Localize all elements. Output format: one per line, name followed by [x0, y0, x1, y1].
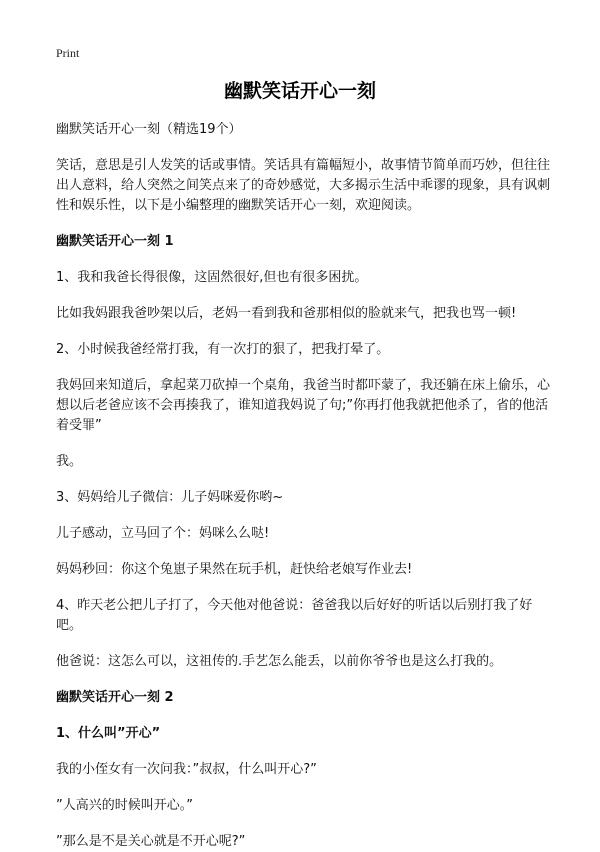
- page-title: 幽默笑话开心一刻: [223, 80, 376, 102]
- paragraph: ”人高兴的时候叫开心。”: [56, 798, 193, 813]
- article-body: [56, 120, 550, 852]
- intro-paragraph: 笑话，意思是引人发笑的话或事情。笑话具有篇幅短小，故事情节简单而巧妙，但往往出人意料，给人突然之间笑点来了的奇妙感觉，大多揭示生活中乖谬的现象，具有讽刺性和娱乐性，以下是小编整理的幽默笑话开心一刻，欢迎阅读。: [56, 158, 551, 213]
- paragraph: 儿子感动，立马回了个：妈咪么么哒!: [56, 526, 270, 541]
- section-heading-2: 幽默笑话开心一刻 2: [56, 690, 174, 705]
- paragraph: 2、小时候我爸经常打我，有一次打的狠了，把我打晕了。: [56, 342, 390, 357]
- paragraph: 我的小侄女有一次问我：”叔叔，什么叫开心?”: [56, 762, 317, 777]
- paragraph: 比如我妈跟我爸吵架以后，老妈一看到我和爸那相似的脸就来气，把我也骂一顿!: [56, 306, 517, 321]
- paragraph: 妈妈秒回：你这个兔崽子果然在玩手机，赶快给老娘写作业去!: [56, 562, 413, 577]
- paragraph: 我。: [56, 454, 83, 469]
- paragraph: 1、我和我爸长得很像，这固然很好,但也有很多困扰。: [56, 270, 368, 285]
- section-subheading: 1、什么叫”开心”: [56, 726, 161, 741]
- paragraph: ”那么是不是关心就是不开心呢?”: [56, 834, 246, 849]
- section-heading-1: 幽默笑话开心一刻 1: [56, 234, 174, 249]
- paragraph: 我妈回来知道后，拿起菜刀砍掉一个桌角，我爸当时都吓蒙了，我还躺在床上偷乐，心想以后老爸应该不会再揍我了，谁知道我妈说了句;”你再打他我就把他杀了，省的他活着受罪”: [56, 378, 551, 433]
- paragraph: 4、昨天老公把儿子打了，今天他对他爸说：爸爸我以后好好的听话以后别打我了好吧。: [56, 598, 533, 633]
- article-subtitle: 幽默笑话开心一刻（精选19个）: [56, 122, 242, 137]
- paragraph: 他爸说：这怎么可以，这祖传的.手艺怎么能丢，以前你爷爷也是这么打我的。: [56, 654, 503, 669]
- print-link[interactable]: Print: [56, 46, 80, 60]
- paragraph: 3、妈妈给儿子微信：儿子妈咪爱你哟~: [56, 490, 284, 505]
